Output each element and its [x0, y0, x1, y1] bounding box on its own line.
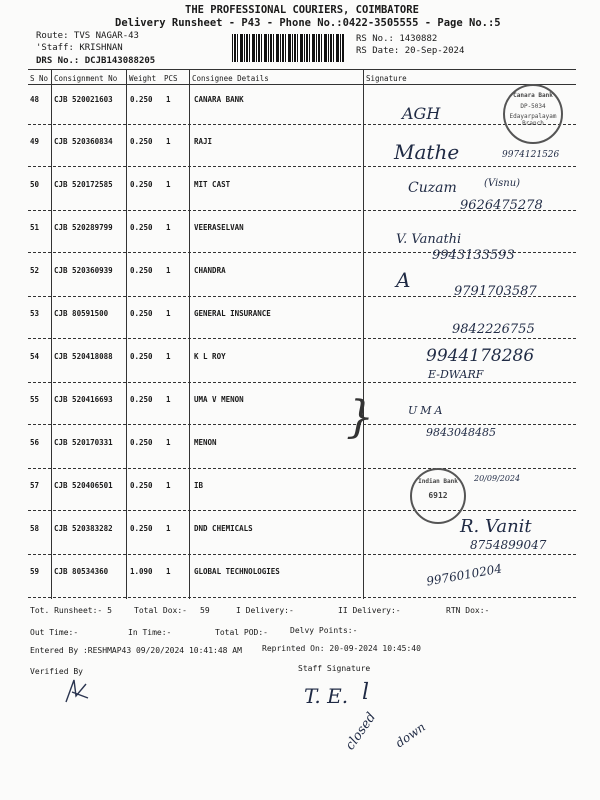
col-divider: [51, 69, 52, 599]
col-divider: [126, 69, 127, 599]
total-dox-value: 59: [200, 606, 210, 615]
row-consignee: CHANDRA: [194, 266, 226, 275]
rs-no: RS No.: 1430882: [356, 34, 438, 44]
row-pcs: 1: [166, 567, 171, 576]
row-pcs: 1: [166, 438, 171, 447]
row-weight: 0.250: [130, 438, 153, 447]
row-separator: [28, 554, 576, 555]
row-pcs: 1: [166, 266, 171, 275]
row-separator: [28, 424, 576, 425]
note-down: down: [392, 719, 428, 751]
staff-label: 'Staff: KRISHNAN: [36, 43, 123, 53]
row-consignment-no: CJB 80534360: [54, 567, 109, 576]
signature-58-phone: 8754899047: [470, 538, 547, 552]
col-weight: Weight: [129, 74, 157, 83]
signature-50-name: (Visnu): [484, 178, 521, 189]
row-consignment-no: CJB 520172585: [54, 180, 113, 189]
signature-48: AGH: [402, 104, 441, 123]
verified-signature: [62, 676, 92, 706]
row-sno: 59: [30, 567, 40, 576]
signature-59: 9976010204: [425, 561, 503, 589]
row-pcs: 1: [166, 137, 171, 146]
in-time: In Time:-: [128, 628, 172, 637]
row-consignee: RAJI: [194, 137, 213, 146]
row-sno: 54: [30, 352, 40, 361]
row-weight: 1.090: [130, 567, 153, 576]
row-consignee: GLOBAL TECHNOLOGIES: [194, 567, 280, 576]
route-label: Route: TVS NAGAR-43: [36, 31, 139, 41]
report-title: THE PROFESSIONAL COURIERS, COIMBATORE: [185, 4, 419, 16]
staff-signature-label: Staff Signature: [298, 664, 371, 673]
barcode: [232, 34, 344, 62]
row-consignment-no: CJB 520170331: [54, 438, 113, 447]
row-consignment-no: CJB 520418088: [54, 352, 113, 361]
row-consignee: DND CHEMICALS: [194, 524, 253, 533]
signature-54-name: E-DWARF: [428, 368, 484, 381]
row-weight: 0.250: [130, 180, 153, 189]
row-separator: [28, 338, 576, 339]
row-consignment-no: CJB 80591500: [54, 309, 109, 318]
signature-50: Cuzam: [408, 180, 457, 196]
report-subtitle: Delivery Runsheet - P43 - Phone No.:0422-3505555 - Page No.:5: [115, 17, 501, 29]
row-weight: 0.250: [130, 137, 153, 146]
header-bottom-rule: [28, 84, 576, 85]
drs-label: DRS No.: DCJB143088205: [36, 56, 156, 66]
ii-delivery: II Delivery:-: [338, 606, 401, 615]
staff-signature-mark: l: [362, 680, 370, 705]
row-pcs: 1: [166, 180, 171, 189]
row-consignment-no: CJB 520289799: [54, 223, 113, 232]
row-sno: 58: [30, 524, 40, 533]
row-weight: 0.250: [130, 266, 153, 275]
i-delivery: I Delivery:-: [236, 606, 294, 615]
row-pcs: 1: [166, 481, 171, 490]
rs-date: RS Date: 20-Sep-2024: [356, 46, 465, 56]
row-separator: [28, 166, 576, 167]
row-consignee: MENON: [194, 438, 217, 447]
row-pcs: 1: [166, 524, 171, 533]
row-consignee: MIT CAST: [194, 180, 231, 189]
total-pod: Total POD:-: [215, 628, 268, 637]
entered-by: Entered By :RESHMAP43 09/20/2024 10:41:48 AM: [30, 646, 242, 655]
col-divider: [363, 69, 364, 599]
col-sno: S No: [30, 74, 49, 83]
row-weight: 0.250: [130, 223, 153, 232]
row-consignee: GENERAL INSURANCE: [194, 309, 271, 318]
row-weight: 0.250: [130, 524, 153, 533]
signature-50-phone: 9626475278: [460, 198, 543, 213]
signature-51-name: V. Vanathi: [396, 232, 462, 247]
row-consignee: IB: [194, 481, 204, 490]
col-consignee: Consignee Details: [192, 74, 269, 83]
row-pcs: 1: [166, 95, 171, 104]
row-sno: 56: [30, 438, 40, 447]
row-sno: 53: [30, 309, 40, 318]
col-consignment: Consignment No: [54, 74, 118, 83]
signature-58: R. Vanit: [460, 516, 532, 537]
row-separator: [28, 597, 576, 598]
row-sno: 51: [30, 223, 40, 232]
signature-56-phone: 9843048485: [426, 426, 496, 439]
header-top-rule: [28, 69, 576, 70]
signature-52: A: [396, 268, 411, 292]
note-closed: closed: [342, 710, 380, 753]
signature-49-phone: 9974121526: [502, 150, 560, 160]
row-separator: [28, 124, 576, 125]
row-weight: 0.250: [130, 395, 153, 404]
canara-bank-stamp: Canara Bank DP-5034 Edayarpalayam Branch: [503, 84, 563, 144]
row-pcs: 1: [166, 309, 171, 318]
row-sno: 55: [30, 395, 40, 404]
indian-bank-stamp: Indian Bank 6912: [410, 468, 466, 524]
row-weight: 0.250: [130, 95, 153, 104]
row-pcs: 1: [166, 395, 171, 404]
row-weight: 0.250: [130, 352, 153, 361]
row-pcs: 1: [166, 352, 171, 361]
row-weight: 0.250: [130, 309, 153, 318]
signature-57-date: 20/09/2024: [474, 474, 521, 483]
brace-55-56: }: [346, 392, 374, 443]
signature-55: UMA: [408, 404, 446, 417]
row-consignee: CANARA BANK: [194, 95, 244, 104]
row-sno: 48: [30, 95, 40, 104]
staff-signature: T. E.: [304, 684, 349, 708]
row-sno: 57: [30, 481, 40, 490]
delvy-points: Delvy Points:-: [290, 626, 358, 635]
signature-52-phone: 9791703587: [454, 284, 537, 299]
row-consignment-no: CJB 520021603: [54, 95, 113, 104]
signature-53-phone: 9842226755: [452, 322, 535, 337]
row-weight: 0.250: [130, 481, 153, 490]
signature-49: Mathe: [394, 140, 460, 164]
row-sno: 50: [30, 180, 40, 189]
row-consignment-no: CJB 520416693: [54, 395, 113, 404]
out-time: Out Time:-: [30, 628, 79, 637]
rtn-dox: RTN Dox:-: [446, 606, 490, 615]
col-divider: [189, 69, 190, 599]
row-pcs: 1: [166, 223, 171, 232]
tot-runsheet: Tot. Runsheet:- 5: [30, 606, 112, 615]
total-dox-label: Total Dox:-: [134, 606, 187, 615]
signature-54-phone: 9944178286: [426, 346, 535, 366]
row-separator: [28, 468, 576, 469]
col-signature: Signature: [366, 74, 407, 83]
row-separator: [28, 510, 576, 511]
row-consignee: VEERASELVAN: [194, 223, 244, 232]
row-separator: [28, 382, 576, 383]
signature-51-phone: 9943133593: [432, 248, 515, 263]
row-consignment-no: CJB 520360939: [54, 266, 113, 275]
row-consignment-no: CJB 520383282: [54, 524, 113, 533]
row-consignee: UMA V MENON: [194, 395, 244, 404]
verified-by: Verified By: [30, 667, 83, 676]
row-sno: 52: [30, 266, 40, 275]
row-consignment-no: CJB 520360834: [54, 137, 113, 146]
row-consignment-no: CJB 520406501: [54, 481, 113, 490]
col-pcs: PCS: [164, 74, 178, 83]
reprinted-on: Reprinted On: 20-09-2024 10:45:40: [262, 644, 421, 653]
row-consignee: K L ROY: [194, 352, 226, 361]
row-sno: 49: [30, 137, 40, 146]
